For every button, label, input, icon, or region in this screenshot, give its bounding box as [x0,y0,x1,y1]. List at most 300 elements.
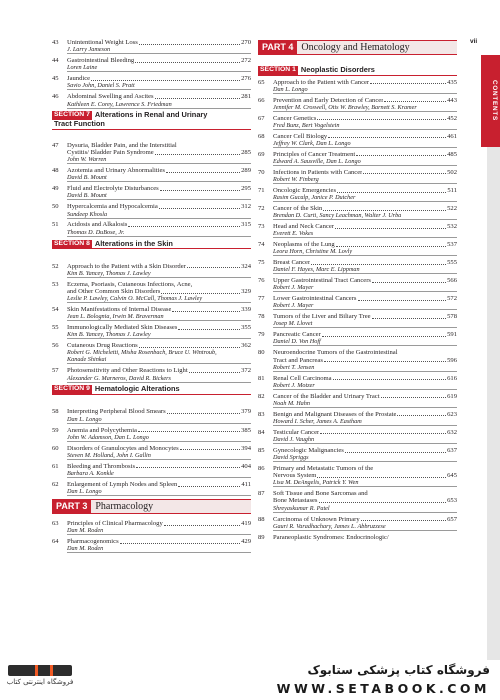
leader-dots [372,318,447,319]
toc-entry[interactable] [52,306,251,320]
toc-entry-title-row [52,221,251,228]
toc-entry[interactable] [52,185,251,199]
part-label: PART 3 [52,500,91,513]
page-ref: 289 [241,167,251,175]
chapter-number: 63 [52,519,59,527]
leader-dots [319,502,447,503]
page-ref: 632 [447,428,457,436]
page-ref: 653 [447,497,457,505]
chapter-authors: Lisa M. DeAngelis, Patrick Y. Wen [258,479,457,486]
toc-entry[interactable] [258,349,457,371]
chapter-number: 79 [258,331,265,339]
leader-dots [139,44,240,45]
leader-dots [160,190,240,191]
toc-entry[interactable] [52,538,251,552]
toc-entry-title-row [52,149,251,156]
toc-entry[interactable] [52,342,251,363]
section-label: SECTION 1 [260,66,296,73]
leader-dots [91,80,240,81]
toc-entry-title-row [258,295,457,302]
page-ref: 511 [447,186,457,194]
page-ref: 452 [447,114,457,122]
chapter-authors: Shreyaskumar R. Patel [258,505,457,512]
chapter-number: 87 [258,490,265,498]
toc-entry[interactable] [258,490,457,512]
section-label: SECTION 7 [54,111,90,119]
toc-entry-title-row [258,151,457,158]
chapter-title: Gastrointestinal Bleeding [67,57,135,65]
chapter-authors: David J. Vaughn [258,436,457,443]
chapter-title: Paraneoplastic Syndromes: Endocrinologic/ [273,533,389,541]
chapter-title: Renal Cell Carcinoma [273,374,332,382]
chapter-title: Azotemia and Urinary Abnormalities [67,167,165,175]
leader-dots [159,208,240,209]
chapter-title-continued: Cystitis/ Bladder Pain Syndrome [67,148,154,156]
part-heading [52,499,251,514]
chapter-title: Testicular Cancer [273,428,320,436]
chapter-number: 60 [52,444,59,452]
section-label: SECTION 8 [54,239,90,247]
chapter-authors: Robert G. Micheletti, Misha Rosenbach, Bruce U. Wintroub, [52,349,251,356]
chapter-authors: Alexander G. Marneros, David R. Bickers [52,375,251,382]
chapter-title-continued: Nervous System [273,472,317,480]
chapter-title: Enlargement of Lymph Nodes and Spleen [67,480,178,488]
page-ref: 270 [241,39,251,46]
toc-entry[interactable] [258,223,457,237]
toc-entry-title-row [258,313,457,320]
chapter-number: 55 [52,324,59,332]
leader-dots [384,101,446,102]
chapter-title: Cutaneous Drug Reactions [67,342,138,350]
leader-dots [178,329,240,330]
toc-entry-title-row [258,277,457,284]
chapter-title: Disorders of Granulocytes and Monocytes [67,444,179,452]
leader-dots [322,336,446,337]
toc-entry[interactable] [258,534,457,541]
chapter-number: 78 [258,313,265,321]
store-name: فروشگاه کتاب پزشکی ستابوک [307,663,490,677]
toc-entry-title-row [258,169,457,176]
chapter-title: Bleeding and Thrombosis [67,462,136,470]
page-ref: 385 [241,426,251,434]
chapter-number: 84 [258,428,265,436]
chapter-title: Lower Gastrointestinal Cancers [273,295,357,303]
toc-entry[interactable] [52,203,251,217]
chapter-number: 85 [258,446,265,454]
leader-dots [136,467,240,468]
chapter-number: 72 [258,204,265,212]
page-ref: 596 [447,356,457,364]
toc-entry[interactable] [258,205,457,219]
section-title: Hematologic Alterations [94,384,180,394]
toc-entry-title-block [258,349,457,364]
chapter-number: 47 [52,141,59,149]
page-ref: 379 [241,408,251,416]
chapter-number: 43 [52,39,59,46]
chapter-authors: Savio John, Daniel S. Pratt [52,82,251,89]
page-ref: 485 [447,150,457,158]
chapter-number: 59 [52,426,59,434]
page-ref: 537 [447,240,457,248]
chapter-number: 44 [52,57,59,65]
chapter-number: 74 [258,240,265,248]
contents-side-tab-label: CONTENTS [491,80,498,122]
toc-entry-title-row [258,223,457,230]
toc-entry[interactable] [52,263,251,277]
chapter-number: 69 [258,150,265,158]
page-ref: 443 [447,96,457,104]
chapter-number: 61 [52,462,59,470]
toc-entry[interactable] [52,367,251,381]
toc-entry-title-row [52,75,251,82]
toc-entry[interactable] [52,167,251,181]
chapter-authors: Daniel D. Von Hoff [258,338,457,345]
leader-dots [317,477,446,478]
page-ref: 312 [241,203,251,211]
toc-entry[interactable] [258,259,457,273]
chapter-number: 88 [258,515,265,523]
toc-entry-title-row [52,427,251,434]
toc-entry-title-row [258,411,457,418]
leader-dots [333,379,447,380]
chapter-title: Dysuria, Bladder Pain, and the Interstitial [67,141,177,149]
chapter-title: Unintentional Weight Loss [67,39,138,46]
toc-entry[interactable] [258,313,457,327]
leader-dots [320,433,446,434]
toc-entry[interactable] [52,281,251,303]
toc-entry[interactable] [258,97,457,111]
chapter-number: 48 [52,167,59,175]
chapter-title: Principles of Cancer Treatment [273,150,356,158]
toc-entry-title-block [52,281,251,296]
page-ref: 435 [447,78,457,86]
chapter-title: Primary and Metastatic Tumors of the [273,464,374,472]
section-title-continued: Tract Function [54,118,105,128]
leader-dots [345,452,446,453]
chapter-number: 77 [258,295,265,303]
toc-entry[interactable] [52,142,251,164]
chapter-number: 51 [52,221,59,229]
page-ref: 532 [447,222,457,230]
leader-dots [128,226,240,227]
toc-entry[interactable] [258,169,457,183]
toc-entry-title-row [52,203,251,210]
toc-entry-title-row [258,241,457,248]
chapter-title: Oncologic Emergencies [273,186,337,194]
chapter-authors: Dan M. Roden [52,527,251,534]
chapter-authors: Daniel F. Hayes, Marc E. Lippman [258,266,457,273]
chapter-title: Gynecologic Malignancies [273,446,344,454]
toc-entry-title-row [258,375,457,382]
page-ref: 461 [447,132,457,140]
leader-dots [120,543,240,544]
toc-entry-title-row [258,259,457,266]
page-ref: 657 [447,515,457,523]
toc-entry[interactable] [258,465,457,487]
toc-entry-title-row [52,185,251,192]
toc-entry-title-row [52,445,251,452]
chapter-authors: Gauri R. Varadhachary, James L. Abbruzzese [258,523,457,530]
page-ref: 616 [447,374,457,382]
chapter-number: 68 [258,132,265,140]
chapter-authors: Barbara A. Konkle [52,470,251,477]
chapter-number: 80 [258,349,265,357]
chapter-title-continued: Bone Metastases [273,497,318,505]
toc-entry[interactable] [258,187,457,201]
section-label: SECTION 9 [54,385,90,393]
section-title: Alterations in the Skin [94,238,173,248]
toc-entry[interactable] [258,429,457,443]
leader-dots [361,520,446,521]
page-ref: 404 [241,462,251,470]
setabook-logo [5,664,75,696]
page-ref: 591 [447,331,457,339]
leader-dots [363,173,446,174]
leader-dots [323,210,446,211]
chapter-number: 75 [258,259,265,266]
chapter-number: 70 [258,168,265,176]
toc-entry-title-row [52,167,251,174]
leader-dots [167,413,240,414]
leader-dots [187,267,240,268]
toc-entry-title-block [258,465,457,480]
section-title: Alterations in Renal and Urinary [94,110,208,120]
chapter-title-continued: Tract and Pancreas [273,356,323,364]
chapter-title: Principles of Clinical Pharmacology [67,519,163,527]
chapter-authors: Dan L. Longo [258,86,457,93]
chapter-authors: David B. Mount [52,192,251,199]
page-ref: 295 [241,185,251,193]
toc-entry-title-row [258,472,457,479]
chapter-number: 46 [52,93,59,101]
chapter-authors: Howard I. Scher, James A. Eastham [258,418,457,425]
toc-entry-title-row [52,142,251,149]
toc-entry[interactable] [258,151,457,165]
chapter-title: Cancer Cell Biology [273,132,328,140]
leader-dots [178,486,240,487]
leader-dots [155,154,240,155]
chapter-title: Hypercalcemia and Hypocalcemia [67,203,158,211]
toc-entry-title-row [258,490,457,497]
chapter-authors: Kim B. Yancey, Thomas J. Lawley [52,331,251,338]
toc-entry[interactable] [258,447,457,461]
toc-entry[interactable] [258,516,457,530]
chapter-number: 81 [258,374,265,382]
chapter-title: Abdominal Swelling and Ascites [67,93,154,101]
toc-entry-title-row [52,288,251,295]
leader-dots [356,155,446,156]
section-heading-row [52,120,251,129]
page-ref: 623 [447,410,457,418]
page-ref: 285 [241,148,251,156]
chapter-authors: Kathleen E. Corey, Lawrence S. Friedman [52,101,251,108]
toc-entry-title-row [52,57,251,64]
toc-entry-title-row [258,516,457,523]
toc-entry[interactable] [258,393,457,407]
part-title: Oncology and Hematology [301,42,410,53]
chapter-number: 66 [258,96,265,104]
chapter-number: 83 [258,410,265,418]
toc-entry[interactable] [52,463,251,477]
contents-side-tab[interactable] [481,55,500,147]
chapter-title-continued: and Other Common Skin Disorders [67,287,161,295]
chapter-authors: Leora Horn, Christine M. Lovly [258,248,457,255]
toc-entry-title-row [258,447,457,454]
toc-entry[interactable] [258,133,457,147]
leader-dots [138,431,240,432]
toc-entry[interactable] [52,39,251,53]
chapter-authors: Josep M. Llovet [258,320,457,327]
page-ref: 411 [241,480,251,488]
toc-entry-title-row [258,465,457,472]
chapter-title: Neuroendocrine Tumors of the Gastrointestinal [273,349,398,357]
section-heading [52,385,251,395]
toc-entry-title-row [258,187,457,194]
store-banner[interactable] [0,660,500,700]
chapter-title: Anemia and Polycythemia [67,426,137,434]
toc-entry-title-row [258,429,457,436]
part-label: PART 4 [258,41,297,54]
chapter-authors: Jean L. Bolognia, Irwin M. Braverman [52,313,251,320]
chapter-title: Upper Gastrointestinal Tract Cancers [273,277,371,285]
section-heading [52,240,251,250]
chapter-authors: Loren Laine [52,64,251,71]
toc-entry[interactable] [258,375,457,389]
leader-dots [370,83,446,84]
toc-entry[interactable] [258,241,457,255]
page-ref: 329 [241,287,251,295]
chapter-title: Cancer Genetics [273,114,317,122]
toc-entry-title-row [52,324,251,331]
leader-dots [180,449,240,450]
page-ref: 619 [447,392,457,400]
chapter-number: 54 [52,306,59,313]
chapter-title: Approach to the Patient with Cancer [273,78,370,86]
chapter-number: 50 [52,203,59,211]
toc-entry-title-row [258,97,457,104]
page-ref: 324 [241,262,251,270]
leader-dots [335,228,446,229]
toc-entry[interactable] [52,57,251,71]
chapter-authors: John W. Adamson, Dan L. Longo [52,434,251,441]
store-url-link[interactable]: WWW.SETABOOK.COM [276,681,490,696]
toc-entry[interactable] [52,408,251,422]
leader-dots [381,397,447,398]
toc-entry[interactable] [258,115,457,129]
leader-dots [161,293,240,294]
chapter-number: 53 [52,280,59,288]
chapter-title: Interpreting Peripheral Blood Smears [67,408,166,416]
toc-entry[interactable] [258,331,457,345]
chapter-authors: Noah M. Hahn [258,400,457,407]
toc-entry-title-row [258,205,457,212]
chapter-authors: Thomas D. DuBose, Jr. [52,229,251,236]
chapter-title: Pancreatic Cancer [273,331,321,339]
toc-entry[interactable] [52,324,251,338]
toc-entry-title-row [52,342,251,349]
chapter-title: Carcinoma of Unknown Primary [273,515,360,523]
toc-entry[interactable] [258,79,457,93]
toc-entry[interactable] [52,427,251,441]
chapter-number: 52 [52,262,59,270]
leader-dots [172,311,240,312]
chapter-authors: Edward A. Sausville, Dan L. Longo [258,158,457,165]
page-ref: 637 [447,446,457,454]
toc-entry-title-row [258,115,457,122]
leader-dots [397,415,446,416]
chapter-title: Skin Manifestations of Internal Disease [67,306,172,313]
chapter-authors-continued: Kanade Shinkai [52,356,251,363]
chapter-number: 71 [258,186,265,194]
toc-entry[interactable] [52,221,251,235]
part-title: Pharmacology [95,500,154,512]
chapter-authors: Robert J. Mayer [258,302,457,309]
chapter-number: 45 [52,75,59,83]
leader-dots [189,372,240,373]
chapter-authors: Dan L. Longo [52,488,251,495]
page-ref: 339 [241,306,251,313]
leader-dots [164,525,240,526]
toc-entry-title-row [52,93,251,100]
leader-dots [337,192,446,193]
toc-entry-title-row [52,39,251,46]
page-ref: 522 [447,204,457,212]
toc-entry-title-row [52,367,251,374]
chapter-authors: Dan M. Roden [52,545,251,552]
toc-entry[interactable] [52,93,251,107]
toc-entry-title-row [52,481,251,488]
chapter-title: Cancer of the Skin [273,204,323,212]
page-ref: 502 [447,168,457,176]
toc-entry[interactable] [52,481,251,495]
leader-dots [155,98,240,99]
toc-entry-title-row [52,281,251,288]
chapter-authors: Robert J. Motzer [258,382,457,389]
page-number: vii [470,38,478,45]
page-ref: 394 [241,444,251,452]
page-ref: 362 [241,342,251,350]
page-ref: 555 [447,259,457,266]
chapter-title: Prevention and Early Detection of Cancer [273,96,384,104]
toc-entry-title-row [258,133,457,140]
chapter-authors: J. Larry Jameson [52,46,251,53]
chapter-title: Fluid and Electrolyte Disturbances [67,185,159,193]
section-heading [258,66,457,76]
logo-caption: فروشگاه اینترنتی کتاب [6,678,74,686]
toc-entry[interactable] [258,295,457,309]
leader-dots [317,119,446,120]
toc-entry[interactable] [258,411,457,425]
section-rule [52,129,251,130]
toc-entry[interactable] [52,75,251,89]
toc-entry[interactable] [258,277,457,291]
toc-entry-title-row [258,79,457,86]
toc-entry-title-row [52,538,251,545]
toc-entry-title-row [258,393,457,400]
chapter-number: 65 [258,78,265,86]
chapter-authors: Jennifer M. Croswell, Otis W. Brawley, Barnett S. Kramer [258,104,457,111]
toc-entry-title-row [52,306,251,313]
leader-dots [328,137,446,138]
leader-dots [166,172,240,173]
toc-entry[interactable] [52,520,251,534]
chapter-authors: Robert J. Mayer [258,284,457,291]
chapter-authors: Robert T. Jensen [258,364,457,371]
chapter-number: 67 [258,114,265,122]
section-heading-row [258,66,457,76]
toc-entry-title-row [258,534,457,541]
toc-entry[interactable] [52,445,251,459]
